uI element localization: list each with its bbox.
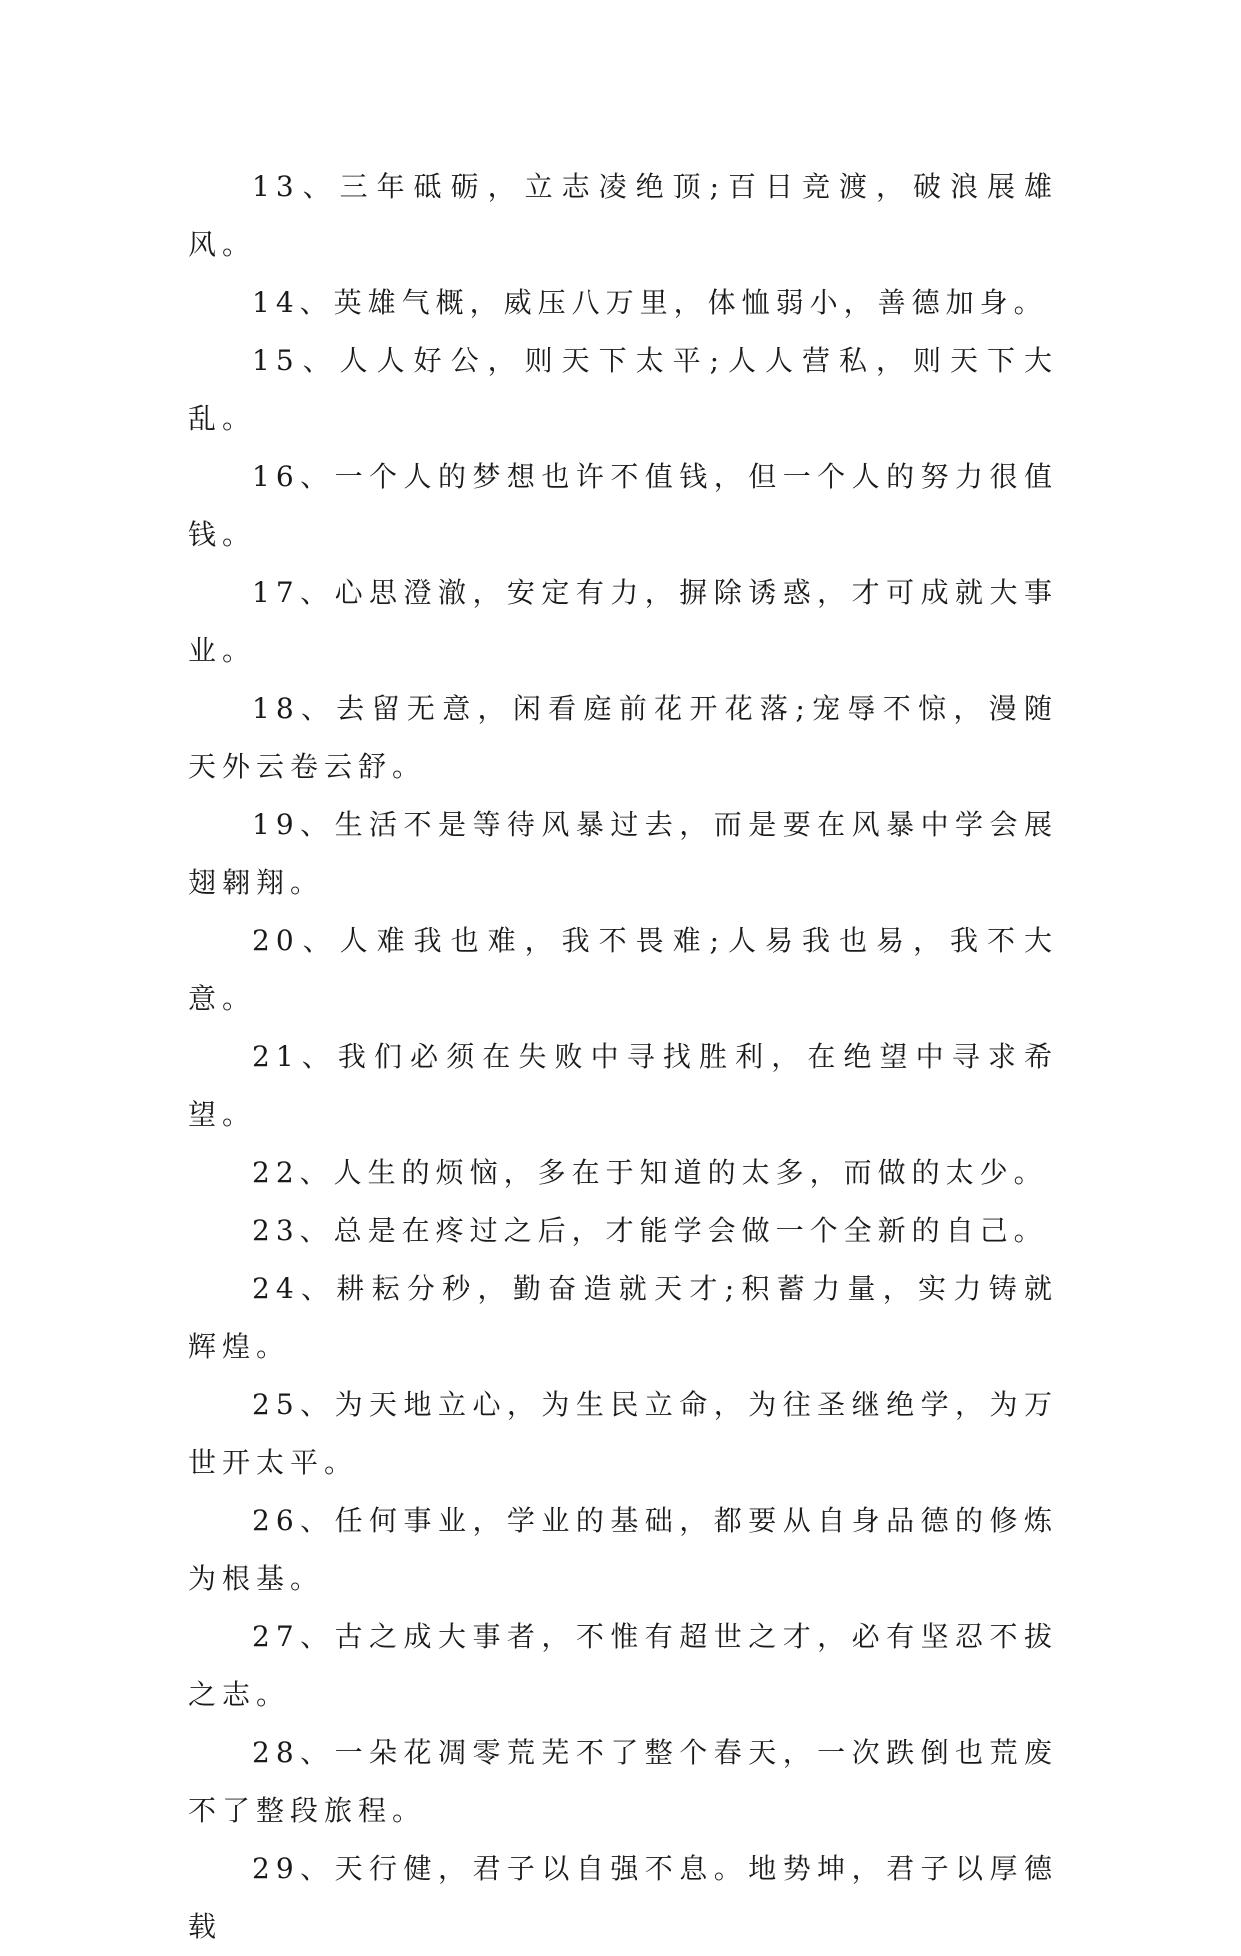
paragraph-25: 25、为天地立心，为生民立命，为往圣继绝学，为万世开太平。 [188, 1388, 1058, 1479]
paragraph-18: 18、去留无意，闲看庭前花开花落;宠辱不惊，漫随天外云卷云舒。 [188, 692, 1058, 783]
paragraph-19: 19、生活不是等待风暴过去，而是要在风暴中学会展翅翱翔。 [188, 808, 1058, 899]
paragraph-17: 17、心思澄澈，安定有力，摒除诱惑，才可成就大事业。 [188, 576, 1058, 667]
document-body [188, 158, 1058, 1956]
paragraph-21: 21、我们必须在失败中寻找胜利，在绝望中寻求希望。 [188, 1040, 1058, 1131]
paragraph-20: 20、人难我也难，我不畏难;人易我也易，我不大意。 [188, 924, 1058, 1015]
paragraph-29: 29、天行健，君子以自强不息。地势坤，君子以厚德载 [188, 1852, 1058, 1943]
paragraph-14: 14、英雄气概，威压八万里，体恤弱小，善德加身。 [252, 286, 1048, 319]
paragraph-15: 15、人人好公，则天下太平;人人营私，则天下大乱。 [188, 344, 1058, 435]
paragraph-27: 27、古之成大事者，不惟有超世之才，必有坚忍不拔之志。 [188, 1620, 1058, 1711]
paragraph-22: 22、人生的烦恼，多在于知道的太多，而做的太少。 [252, 1156, 1048, 1189]
paragraph-23: 23、总是在疼过之后，才能学会做一个全新的自己。 [252, 1214, 1048, 1247]
paragraph-26: 26、任何事业，学业的基础，都要从自身品德的修炼为根基。 [188, 1504, 1058, 1595]
paragraph-28: 28、一朵花凋零荒芜不了整个春天，一次跌倒也荒废不了整段旅程。 [188, 1736, 1058, 1827]
paragraph-24: 24、耕耘分秒，勤奋造就天才;积蓄力量，实力铸就辉煌。 [188, 1272, 1058, 1363]
paragraph-13: 13、三年砥砺，立志凌绝顶;百日竞渡，破浪展雄风。 [188, 170, 1058, 261]
paragraph-16: 16、一个人的梦想也许不值钱，但一个人的努力很值钱。 [188, 460, 1058, 551]
